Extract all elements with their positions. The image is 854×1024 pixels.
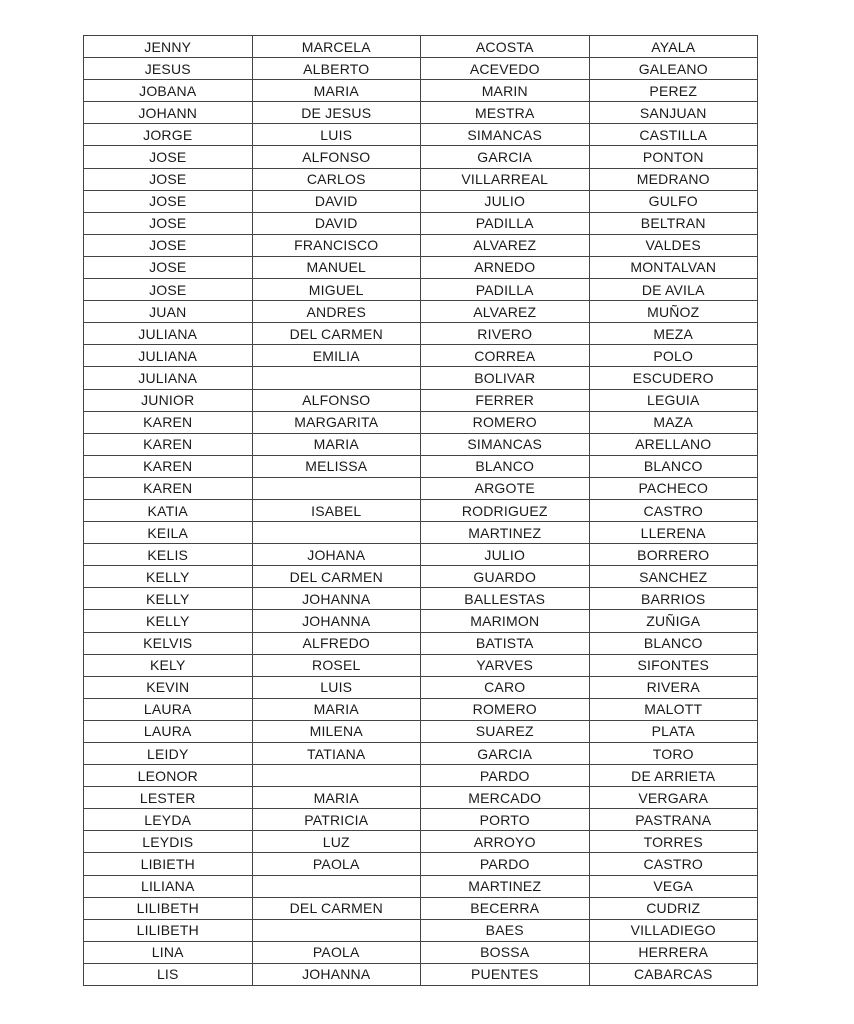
cell-first-name: JUAN [84, 301, 253, 323]
cell-second-name: LUIS [252, 124, 421, 146]
cell-first-surname: BALLESTAS [421, 588, 590, 610]
cell-second-surname: VERGARA [589, 787, 758, 809]
cell-first-surname: ROMERO [421, 698, 590, 720]
cell-second-surname: MONTALVAN [589, 256, 758, 278]
cell-first-name: LESTER [84, 787, 253, 809]
cell-second-surname: DE AVILA [589, 279, 758, 301]
cell-first-name: KELLY [84, 588, 253, 610]
cell-second-surname: TORO [589, 743, 758, 765]
cell-second-name: ALFREDO [252, 632, 421, 654]
table-row [84, 809, 758, 831]
table-row [84, 279, 758, 301]
cell-second-name: DEL CARMEN [252, 566, 421, 588]
cell-first-name: JESUS [84, 58, 253, 80]
cell-second-surname: PEREZ [589, 80, 758, 102]
cell-first-name: JOSE [84, 234, 253, 256]
cell-first-surname: CARO [421, 676, 590, 698]
cell-first-name: KAREN [84, 455, 253, 477]
cell-second-surname: MEZA [589, 323, 758, 345]
cell-first-surname: RIVERO [421, 323, 590, 345]
cell-first-name: JORGE [84, 124, 253, 146]
cell-first-surname: BOSSA [421, 941, 590, 963]
table-row [84, 455, 758, 477]
cell-second-surname: VILLADIEGO [589, 919, 758, 941]
cell-second-name: MARIA [252, 787, 421, 809]
cell-first-surname: CORREA [421, 345, 590, 367]
cell-first-name: JOHANN [84, 102, 253, 124]
cell-second-name: MARIA [252, 80, 421, 102]
cell-first-name: LAURA [84, 720, 253, 742]
cell-first-surname: ACEVEDO [421, 58, 590, 80]
cell-second-name: JOHANNA [252, 963, 421, 985]
cell-second-surname: VALDES [589, 234, 758, 256]
cell-first-name: LINA [84, 941, 253, 963]
cell-first-surname: BATISTA [421, 632, 590, 654]
cell-second-name: TATIANA [252, 743, 421, 765]
table-row [84, 522, 758, 544]
cell-second-name: ISABEL [252, 499, 421, 521]
cell-first-name: LILIBETH [84, 919, 253, 941]
cell-second-surname: BARRIOS [589, 588, 758, 610]
cell-first-name: JOSE [84, 168, 253, 190]
cell-second-name: LUZ [252, 831, 421, 853]
cell-second-name: DE JESUS [252, 102, 421, 124]
cell-first-name: JULIANA [84, 345, 253, 367]
cell-second-surname: GULFO [589, 190, 758, 212]
names-table [83, 35, 758, 986]
table-row [84, 301, 758, 323]
table-row [84, 963, 758, 985]
table-row [84, 566, 758, 588]
cell-second-surname: CASTRO [589, 499, 758, 521]
table-row [84, 875, 758, 897]
cell-first-surname: GARCIA [421, 743, 590, 765]
cell-first-surname: MARIN [421, 80, 590, 102]
cell-second-name: JOHANNA [252, 588, 421, 610]
table-row [84, 632, 758, 654]
table-row [84, 544, 758, 566]
cell-first-surname: BECERRA [421, 897, 590, 919]
cell-second-surname: GALEANO [589, 58, 758, 80]
cell-first-surname: ARROYO [421, 831, 590, 853]
cell-first-surname: ARGOTE [421, 477, 590, 499]
cell-first-surname: MARIMON [421, 610, 590, 632]
cell-second-name: ANDRES [252, 301, 421, 323]
cell-second-name: ALFONSO [252, 146, 421, 168]
cell-second-surname: ESCUDERO [589, 367, 758, 389]
cell-second-name: MANUEL [252, 256, 421, 278]
table-row [84, 610, 758, 632]
cell-first-name: KELVIS [84, 632, 253, 654]
table-row [84, 787, 758, 809]
cell-first-name: JOSE [84, 256, 253, 278]
cell-first-name: JOSE [84, 279, 253, 301]
cell-second-surname: LEGUIA [589, 389, 758, 411]
cell-first-name: LIBIETH [84, 853, 253, 875]
cell-second-surname: MAZA [589, 411, 758, 433]
cell-first-name: KELLY [84, 610, 253, 632]
cell-first-name: JENNY [84, 36, 253, 58]
cell-second-name [252, 367, 421, 389]
cell-second-name: DAVID [252, 212, 421, 234]
cell-first-surname: PORTO [421, 809, 590, 831]
table-row [84, 853, 758, 875]
table-row [84, 411, 758, 433]
cell-first-surname: PARDO [421, 765, 590, 787]
cell-first-name: LILIBETH [84, 897, 253, 919]
cell-second-name: MARCELA [252, 36, 421, 58]
table-row [84, 433, 758, 455]
cell-first-surname: SIMANCAS [421, 433, 590, 455]
cell-second-surname: PLATA [589, 720, 758, 742]
cell-first-surname: VILLARREAL [421, 168, 590, 190]
table-row [84, 124, 758, 146]
table-row [84, 698, 758, 720]
table-row [84, 919, 758, 941]
cell-second-surname: BORRERO [589, 544, 758, 566]
cell-second-name: LUIS [252, 676, 421, 698]
cell-first-surname: SIMANCAS [421, 124, 590, 146]
cell-second-surname: MUÑOZ [589, 301, 758, 323]
cell-second-name: DEL CARMEN [252, 323, 421, 345]
cell-second-name: MARIA [252, 433, 421, 455]
cell-second-surname: CABARCAS [589, 963, 758, 985]
cell-first-name: JULIANA [84, 367, 253, 389]
table-row [84, 168, 758, 190]
table-row [84, 345, 758, 367]
cell-second-name: FRANCISCO [252, 234, 421, 256]
cell-first-surname: MARTINEZ [421, 522, 590, 544]
cell-second-surname: DE ARRIETA [589, 765, 758, 787]
cell-first-name: LEYDA [84, 809, 253, 831]
cell-first-name: JOSE [84, 212, 253, 234]
cell-second-name: DAVID [252, 190, 421, 212]
cell-first-surname: ARNEDO [421, 256, 590, 278]
cell-second-name: PAOLA [252, 853, 421, 875]
cell-second-surname: PONTON [589, 146, 758, 168]
cell-first-surname: MARTINEZ [421, 875, 590, 897]
cell-second-name: DEL CARMEN [252, 897, 421, 919]
cell-first-surname: MESTRA [421, 102, 590, 124]
cell-first-name: JULIANA [84, 323, 253, 345]
table-row [84, 190, 758, 212]
cell-second-name [252, 477, 421, 499]
cell-first-surname: PADILLA [421, 279, 590, 301]
table-row [84, 80, 758, 102]
table-row [84, 102, 758, 124]
cell-second-name: MARIA [252, 698, 421, 720]
cell-first-name: LILIANA [84, 875, 253, 897]
name-list-sheet [83, 35, 757, 986]
cell-second-surname: MALOTT [589, 698, 758, 720]
cell-second-name: MIGUEL [252, 279, 421, 301]
table-row [84, 323, 758, 345]
cell-first-name: KELY [84, 654, 253, 676]
table-row [84, 743, 758, 765]
cell-second-name [252, 919, 421, 941]
cell-first-name: KEVIN [84, 676, 253, 698]
cell-first-name: KELIS [84, 544, 253, 566]
cell-first-surname: YARVES [421, 654, 590, 676]
cell-second-name: ALFONSO [252, 389, 421, 411]
table-row [84, 256, 758, 278]
cell-second-surname: TORRES [589, 831, 758, 853]
cell-first-name: LEYDIS [84, 831, 253, 853]
cell-second-surname: PACHECO [589, 477, 758, 499]
cell-first-surname: FERRER [421, 389, 590, 411]
cell-first-surname: ACOSTA [421, 36, 590, 58]
table-row [84, 654, 758, 676]
cell-second-name: MARGARITA [252, 411, 421, 433]
cell-second-surname: CUDRIZ [589, 897, 758, 919]
cell-first-surname: ROMERO [421, 411, 590, 433]
cell-first-surname: ALVAREZ [421, 301, 590, 323]
cell-first-surname: JULIO [421, 544, 590, 566]
cell-first-surname: PUENTES [421, 963, 590, 985]
cell-first-name: JUNIOR [84, 389, 253, 411]
table-row [84, 831, 758, 853]
cell-first-surname: JULIO [421, 190, 590, 212]
cell-first-name: LIS [84, 963, 253, 985]
table-row [84, 765, 758, 787]
cell-second-surname: CASTILLA [589, 124, 758, 146]
cell-second-name [252, 875, 421, 897]
cell-second-name: PATRICIA [252, 809, 421, 831]
cell-second-name: JOHANNA [252, 610, 421, 632]
cell-second-surname: ZUÑIGA [589, 610, 758, 632]
cell-second-name: MILENA [252, 720, 421, 742]
cell-first-name: LAURA [84, 698, 253, 720]
cell-second-name: ALBERTO [252, 58, 421, 80]
cell-first-name: JOBANA [84, 80, 253, 102]
table-row [84, 941, 758, 963]
cell-first-name: KAREN [84, 411, 253, 433]
cell-second-name [252, 522, 421, 544]
cell-second-surname: MEDRANO [589, 168, 758, 190]
cell-second-surname: SIFONTES [589, 654, 758, 676]
cell-first-name: LEONOR [84, 765, 253, 787]
table-row [84, 499, 758, 521]
table-row [84, 58, 758, 80]
table-row [84, 477, 758, 499]
cell-first-surname: RODRIGUEZ [421, 499, 590, 521]
cell-second-name: MELISSA [252, 455, 421, 477]
cell-second-surname: CASTRO [589, 853, 758, 875]
cell-second-surname: PASTRANA [589, 809, 758, 831]
cell-first-surname: PARDO [421, 853, 590, 875]
table-row [84, 234, 758, 256]
cell-first-surname: MERCADO [421, 787, 590, 809]
cell-first-surname: GUARDO [421, 566, 590, 588]
cell-second-surname: BLANCO [589, 632, 758, 654]
cell-second-name: ROSEL [252, 654, 421, 676]
cell-second-surname: RIVERA [589, 676, 758, 698]
cell-second-name: EMILIA [252, 345, 421, 367]
cell-first-name: LEIDY [84, 743, 253, 765]
table-row [84, 897, 758, 919]
table-row [84, 212, 758, 234]
cell-first-name: KEILA [84, 522, 253, 544]
table-row [84, 389, 758, 411]
cell-first-surname: PADILLA [421, 212, 590, 234]
cell-first-name: KAREN [84, 433, 253, 455]
table-row [84, 720, 758, 742]
table-row [84, 676, 758, 698]
cell-first-name: JOSE [84, 190, 253, 212]
cell-first-surname: ALVAREZ [421, 234, 590, 256]
cell-second-surname: SANJUAN [589, 102, 758, 124]
cell-second-surname: ARELLANO [589, 433, 758, 455]
cell-first-name: KATIA [84, 499, 253, 521]
cell-second-name: CARLOS [252, 168, 421, 190]
cell-second-surname: AYALA [589, 36, 758, 58]
cell-first-name: KAREN [84, 477, 253, 499]
cell-second-surname: BLANCO [589, 455, 758, 477]
cell-second-name: PAOLA [252, 941, 421, 963]
table-row [84, 588, 758, 610]
table-row [84, 146, 758, 168]
cell-second-surname: LLERENA [589, 522, 758, 544]
table-row [84, 36, 758, 58]
cell-second-surname: BELTRAN [589, 212, 758, 234]
cell-second-surname: HERRERA [589, 941, 758, 963]
names-table-body [84, 36, 758, 986]
table-row [84, 367, 758, 389]
cell-first-name: KELLY [84, 566, 253, 588]
cell-second-surname: POLO [589, 345, 758, 367]
cell-first-surname: BLANCO [421, 455, 590, 477]
cell-second-surname: VEGA [589, 875, 758, 897]
cell-first-surname: BAES [421, 919, 590, 941]
cell-first-surname: SUAREZ [421, 720, 590, 742]
cell-first-surname: GARCIA [421, 146, 590, 168]
cell-first-surname: BOLIVAR [421, 367, 590, 389]
cell-second-surname: SANCHEZ [589, 566, 758, 588]
cell-second-name: JOHANA [252, 544, 421, 566]
cell-first-name: JOSE [84, 146, 253, 168]
cell-second-name [252, 765, 421, 787]
